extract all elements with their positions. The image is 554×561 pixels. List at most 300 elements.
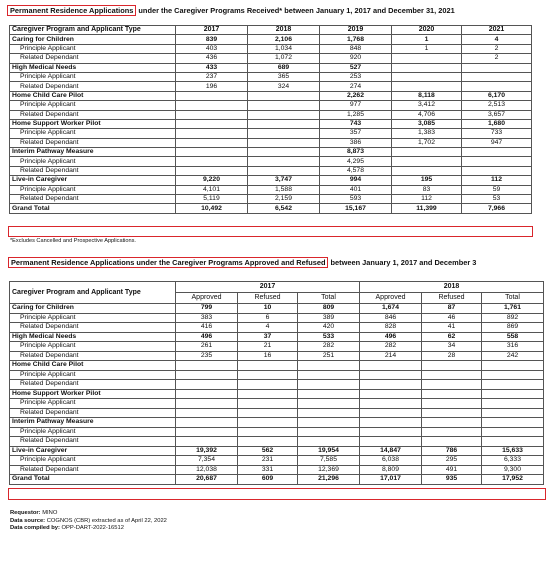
cell-value <box>462 82 532 91</box>
cell-value: 4,578 <box>320 166 392 175</box>
cell-value <box>482 399 544 409</box>
row-label: High Medical Needs <box>10 63 176 72</box>
cell-value: 4,101 <box>176 185 248 194</box>
cell-value <box>248 166 320 175</box>
cell-value <box>482 361 544 371</box>
cell-value <box>176 138 248 147</box>
cell-value <box>298 361 360 371</box>
cell-value <box>360 437 422 447</box>
cell-value: 282 <box>360 342 422 352</box>
table2-subtype-row <box>10 351 544 361</box>
table1-year-header: 2017 <box>176 26 248 35</box>
cell-value: 17,017 <box>360 475 422 485</box>
cell-value <box>248 129 320 138</box>
table2-category-row <box>10 446 544 456</box>
row-label: Principle Applicant <box>10 427 176 437</box>
table1-subtype-row <box>10 166 532 175</box>
row-label: Caring for Children <box>10 35 176 44</box>
row-label: Related Dependant <box>10 166 176 175</box>
cell-value: 253 <box>320 72 392 81</box>
row-label: Related Dependant <box>10 54 176 63</box>
cell-value: 6,038 <box>360 456 422 466</box>
cell-value <box>176 166 248 175</box>
row-label: Principle Applicant <box>10 157 176 166</box>
table1-subtype-row <box>10 129 532 138</box>
table2-category-row <box>10 332 544 342</box>
cell-value: 14,847 <box>360 446 422 456</box>
cell-value: 2 <box>462 54 532 63</box>
table1-grand-total-highlight <box>8 226 533 237</box>
cell-value: 935 <box>422 475 482 485</box>
table1-subtype-row <box>10 185 532 194</box>
cell-value: 947 <box>462 138 532 147</box>
table2-subtype-row <box>10 313 544 323</box>
cell-value: 28 <box>422 351 482 361</box>
cell-value <box>422 408 482 418</box>
cell-value <box>392 54 462 63</box>
cell-value: 994 <box>320 176 392 185</box>
cell-value <box>422 437 482 447</box>
cell-value <box>360 399 422 409</box>
cell-value: 689 <box>248 63 320 72</box>
cell-value: 37 <box>238 332 298 342</box>
cell-value: 251 <box>298 351 360 361</box>
cell-value <box>392 148 462 157</box>
cell-value: 295 <box>422 456 482 466</box>
cell-value <box>422 427 482 437</box>
data-compiled-line: Data compiled by: OPP-DART-2022-16512 <box>10 525 124 532</box>
cell-value <box>238 389 298 399</box>
cell-value <box>298 399 360 409</box>
row-label: Home Child Care Pilot <box>10 361 176 371</box>
table1-year-header: 2018 <box>248 26 320 35</box>
table2-status-header: Approved <box>176 293 238 304</box>
cell-value: 11,399 <box>392 204 462 213</box>
row-label: High Medical Needs <box>10 332 176 342</box>
cell-value: 3,657 <box>462 110 532 119</box>
cell-value: 846 <box>360 313 422 323</box>
cell-value: 7,966 <box>462 204 532 213</box>
table2-subtype-row <box>10 465 544 475</box>
cell-value <box>176 148 248 157</box>
cell-value: 1,674 <box>360 304 422 314</box>
table2-year-row <box>10 282 544 293</box>
cell-value: 261 <box>176 342 238 352</box>
cell-value: 1,702 <box>392 138 462 147</box>
cell-value: 365 <box>248 72 320 81</box>
cell-value: 1,383 <box>392 129 462 138</box>
row-label: Related Dependant <box>10 351 176 361</box>
cell-value: 386 <box>320 138 392 147</box>
cell-value: 2,159 <box>248 195 320 204</box>
cell-value <box>238 370 298 380</box>
cell-value: 4 <box>238 323 298 333</box>
cell-value <box>298 408 360 418</box>
cell-value <box>422 361 482 371</box>
row-label: Related Dependant <box>10 82 176 91</box>
cell-value: 3,747 <box>248 176 320 185</box>
cell-value <box>298 380 360 390</box>
table1-category-row <box>10 148 532 157</box>
cell-value: 46 <box>422 313 482 323</box>
table2-grand-total-row <box>10 475 544 485</box>
row-label: Principle Applicant <box>10 185 176 194</box>
cell-value <box>176 119 248 128</box>
row-label: Live-in Caregiver <box>10 446 176 456</box>
table2-year-2017: 2017 <box>176 282 360 293</box>
row-label: Live-in Caregiver <box>10 176 176 185</box>
row-label: Related Dependant <box>10 195 176 204</box>
cell-value: 10,492 <box>176 204 248 213</box>
row-label: Related Dependant <box>10 380 176 390</box>
cell-value <box>360 361 422 371</box>
cell-value: 809 <box>298 304 360 314</box>
cell-value: 2 <box>462 44 532 53</box>
cell-value: 214 <box>360 351 422 361</box>
cell-value: 274 <box>320 82 392 91</box>
cell-value: 1,680 <box>462 119 532 128</box>
cell-value: 892 <box>482 313 544 323</box>
cell-value <box>482 370 544 380</box>
report-metadata <box>10 510 167 533</box>
cell-value: 401 <box>320 185 392 194</box>
cell-value: 19,392 <box>176 446 238 456</box>
cell-value: 235 <box>176 351 238 361</box>
cell-value: 2,106 <box>248 35 320 44</box>
table2-subtype-row <box>10 408 544 418</box>
cell-value <box>360 370 422 380</box>
cell-value <box>482 389 544 399</box>
cell-value <box>176 408 238 418</box>
row-label: Principle Applicant <box>10 129 176 138</box>
cell-value <box>176 427 238 437</box>
table2-subtype-row <box>10 427 544 437</box>
cell-value <box>462 157 532 166</box>
cell-value: 786 <box>422 446 482 456</box>
table2-subtype-row <box>10 380 544 390</box>
cell-value <box>176 370 238 380</box>
table1-category-row <box>10 35 532 44</box>
row-label: Interim Pathway Measure <box>10 418 176 428</box>
cell-value <box>176 437 238 447</box>
cell-value <box>238 427 298 437</box>
cell-value: 496 <box>360 332 422 342</box>
table1-subtype-row <box>10 101 532 110</box>
table2-category-row <box>10 389 544 399</box>
row-label: Home Child Care Pilot <box>10 91 176 100</box>
cell-value <box>176 91 248 100</box>
cell-value: 7,354 <box>176 456 238 466</box>
data-source-line: Data source: COGNOS (CBR) extracted as of April 22, 2022 <box>10 517 167 524</box>
row-label: Related Dependant <box>10 465 176 475</box>
cell-value: 9,300 <box>482 465 544 475</box>
cell-value: 533 <box>298 332 360 342</box>
cell-value <box>422 399 482 409</box>
cell-value: 20,687 <box>176 475 238 485</box>
table1-category-row <box>10 119 532 128</box>
table1-category-row <box>10 91 532 100</box>
cell-value <box>238 437 298 447</box>
cell-value: 195 <box>392 176 462 185</box>
table1-category-row <box>10 63 532 72</box>
row-label: Related Dependant <box>10 110 176 119</box>
cell-value <box>176 110 248 119</box>
cell-value <box>392 63 462 72</box>
cell-value: 1,768 <box>320 35 392 44</box>
row-label: Home Support Worker Pilot <box>10 119 176 128</box>
cell-value <box>360 408 422 418</box>
cell-value <box>176 361 238 371</box>
cell-value <box>176 399 238 409</box>
cell-value: 10 <box>238 304 298 314</box>
cell-value: 496 <box>176 332 238 342</box>
cell-value: 389 <box>298 313 360 323</box>
cell-value: 8,118 <box>392 91 462 100</box>
cell-value: 416 <box>176 323 238 333</box>
cell-value: 491 <box>422 465 482 475</box>
cell-value <box>248 119 320 128</box>
cell-value <box>482 380 544 390</box>
cell-value: 828 <box>360 323 422 333</box>
cell-value: 433 <box>176 63 248 72</box>
cell-value: 403 <box>176 44 248 53</box>
row-label: Principle Applicant <box>10 456 176 466</box>
cell-value: 112 <box>392 195 462 204</box>
cell-value: 4,295 <box>320 157 392 166</box>
table2-title <box>11 258 476 267</box>
cell-value <box>298 427 360 437</box>
table1-subtype-row <box>10 138 532 147</box>
cell-value <box>238 399 298 409</box>
cell-value: 869 <box>482 323 544 333</box>
cell-value: 1 <box>392 35 462 44</box>
cell-value <box>248 148 320 157</box>
cell-value: 733 <box>462 129 532 138</box>
cell-value <box>238 380 298 390</box>
table2-subtype-row <box>10 323 544 333</box>
cell-value <box>176 129 248 138</box>
cell-value <box>298 370 360 380</box>
cell-value: 558 <box>482 332 544 342</box>
table2-subtype-row <box>10 456 544 466</box>
cell-value <box>462 166 532 175</box>
cell-value <box>482 408 544 418</box>
cell-value: 59 <box>462 185 532 194</box>
row-label: Interim Pathway Measure <box>10 148 176 157</box>
cell-value: 9,220 <box>176 176 248 185</box>
table1-title-highlight: Permanent Residence Applications <box>7 5 136 16</box>
cell-value <box>392 166 462 175</box>
cell-value: 2,513 <box>462 101 532 110</box>
requestor-line: Requestor: MINO <box>10 510 58 516</box>
cell-value: 1,761 <box>482 304 544 314</box>
cell-value: 83 <box>392 185 462 194</box>
cell-value <box>298 437 360 447</box>
cell-value: 1,285 <box>320 110 392 119</box>
table2-status-header: Total <box>482 293 544 304</box>
row-label: Home Support Worker Pilot <box>10 389 176 399</box>
table1-year-header: 2020 <box>392 26 462 35</box>
received-applications-table <box>9 25 532 214</box>
cell-value: 799 <box>176 304 238 314</box>
cell-value: 5,119 <box>176 195 248 204</box>
cell-value: 324 <box>248 82 320 91</box>
row-label: Related Dependant <box>10 138 176 147</box>
cell-value: 21,296 <box>298 475 360 485</box>
cell-value: 87 <box>422 304 482 314</box>
cell-value <box>462 148 532 157</box>
cell-value: 15,167 <box>320 204 392 213</box>
cell-value: 1,034 <box>248 44 320 53</box>
table2-year-2018: 2018 <box>360 282 544 293</box>
cell-value <box>238 418 298 428</box>
cell-value: 743 <box>320 119 392 128</box>
cell-value: 593 <box>320 195 392 204</box>
cell-value: 6 <box>238 313 298 323</box>
table1-footnote: *Excludes Cancelled and Prospective Applications. <box>10 238 136 244</box>
cell-value <box>176 380 238 390</box>
table1-header-row <box>10 26 532 35</box>
cell-value <box>392 72 462 81</box>
cell-value: 920 <box>320 54 392 63</box>
cell-value <box>360 389 422 399</box>
cell-value <box>422 380 482 390</box>
cell-value <box>360 427 422 437</box>
cell-value <box>298 389 360 399</box>
table1-subtype-row <box>10 72 532 81</box>
row-label: Caring for Children <box>10 304 176 314</box>
table2-status-header: Refused <box>238 293 298 304</box>
table1-subtype-row <box>10 157 532 166</box>
approved-refused-table <box>9 281 544 485</box>
cell-value <box>422 389 482 399</box>
row-label: Principle Applicant <box>10 399 176 409</box>
row-label: Principle Applicant <box>10 342 176 352</box>
table2-subtype-row <box>10 437 544 447</box>
cell-value: 41 <box>422 323 482 333</box>
table1-label-header: Caregiver Program and Applicant Type <box>10 26 176 35</box>
row-label: Related Dependant <box>10 408 176 418</box>
cell-value: 282 <box>298 342 360 352</box>
cell-value: 331 <box>238 465 298 475</box>
cell-value <box>482 437 544 447</box>
table1-grand-total-row <box>10 204 532 213</box>
cell-value: 357 <box>320 129 392 138</box>
cell-value <box>482 418 544 428</box>
cell-value: 15,633 <box>482 446 544 456</box>
cell-value: 112 <box>462 176 532 185</box>
table2-category-row <box>10 361 544 371</box>
cell-value: 562 <box>238 446 298 456</box>
cell-value: 8,809 <box>360 465 422 475</box>
table1-subtype-row <box>10 195 532 204</box>
cell-value <box>248 157 320 166</box>
table2-status-header: Approved <box>360 293 422 304</box>
cell-value: 7,585 <box>298 456 360 466</box>
cell-value <box>176 418 238 428</box>
table1-body <box>10 35 532 213</box>
row-label: Principle Applicant <box>10 370 176 380</box>
table1-subtype-row <box>10 44 532 53</box>
cell-value: 62 <box>422 332 482 342</box>
cell-value: 6,542 <box>248 204 320 213</box>
cell-value <box>248 101 320 110</box>
table1-subtype-row <box>10 110 532 119</box>
cell-value: 1,588 <box>248 185 320 194</box>
cell-value: 839 <box>176 35 248 44</box>
cell-value: 4 <box>462 35 532 44</box>
cell-value <box>238 361 298 371</box>
table1-subtype-row <box>10 82 532 91</box>
table2-grand-total-highlight <box>8 488 546 500</box>
table1-subtype-row <box>10 54 532 63</box>
cell-value: 609 <box>238 475 298 485</box>
cell-value: 2,262 <box>320 91 392 100</box>
cell-value <box>248 138 320 147</box>
row-label: Principle Applicant <box>10 313 176 323</box>
cell-value: 6,170 <box>462 91 532 100</box>
cell-value: 231 <box>238 456 298 466</box>
cell-value: 237 <box>176 72 248 81</box>
cell-value: 6,333 <box>482 456 544 466</box>
cell-value: 34 <box>422 342 482 352</box>
cell-value <box>462 72 532 81</box>
cell-value <box>360 418 422 428</box>
table1-category-row <box>10 176 532 185</box>
row-label: Related Dependant <box>10 323 176 333</box>
table2-status-header: Refused <box>422 293 482 304</box>
cell-value: 12,369 <box>298 465 360 475</box>
row-label: Principle Applicant <box>10 101 176 110</box>
cell-value <box>392 157 462 166</box>
cell-value: 527 <box>320 63 392 72</box>
cell-value: 3,412 <box>392 101 462 110</box>
row-label: Principle Applicant <box>10 72 176 81</box>
cell-value <box>238 408 298 418</box>
table1-title-rest: under the Caregiver Programs Received* between January 1, 2017 and December 31, 2021 <box>136 6 455 15</box>
row-label: Grand Total <box>10 475 176 485</box>
row-label: Grand Total <box>10 204 176 213</box>
cell-value: 16 <box>238 351 298 361</box>
table2-category-row <box>10 418 544 428</box>
cell-value: 12,038 <box>176 465 238 475</box>
cell-value <box>392 82 462 91</box>
cell-value: 316 <box>482 342 544 352</box>
cell-value <box>248 91 320 100</box>
cell-value: 53 <box>462 195 532 204</box>
cell-value <box>176 389 238 399</box>
cell-value <box>298 418 360 428</box>
cell-value: 436 <box>176 54 248 63</box>
cell-value <box>422 370 482 380</box>
table2-subtype-row <box>10 399 544 409</box>
cell-value: 420 <box>298 323 360 333</box>
cell-value: 196 <box>176 82 248 91</box>
cell-value: 242 <box>482 351 544 361</box>
row-label: Principle Applicant <box>10 44 176 53</box>
table2-title-highlight: Permanent Residence Applications under the Caregiver Programs Approved and Refused <box>8 257 328 268</box>
cell-value: 1,072 <box>248 54 320 63</box>
cell-value <box>422 418 482 428</box>
cell-value: 4,706 <box>392 110 462 119</box>
cell-value: 383 <box>176 313 238 323</box>
table2-subtype-row <box>10 370 544 380</box>
cell-value: 848 <box>320 44 392 53</box>
cell-value <box>482 427 544 437</box>
cell-value: 1 <box>392 44 462 53</box>
cell-value: 21 <box>238 342 298 352</box>
table2-subtype-row <box>10 342 544 352</box>
